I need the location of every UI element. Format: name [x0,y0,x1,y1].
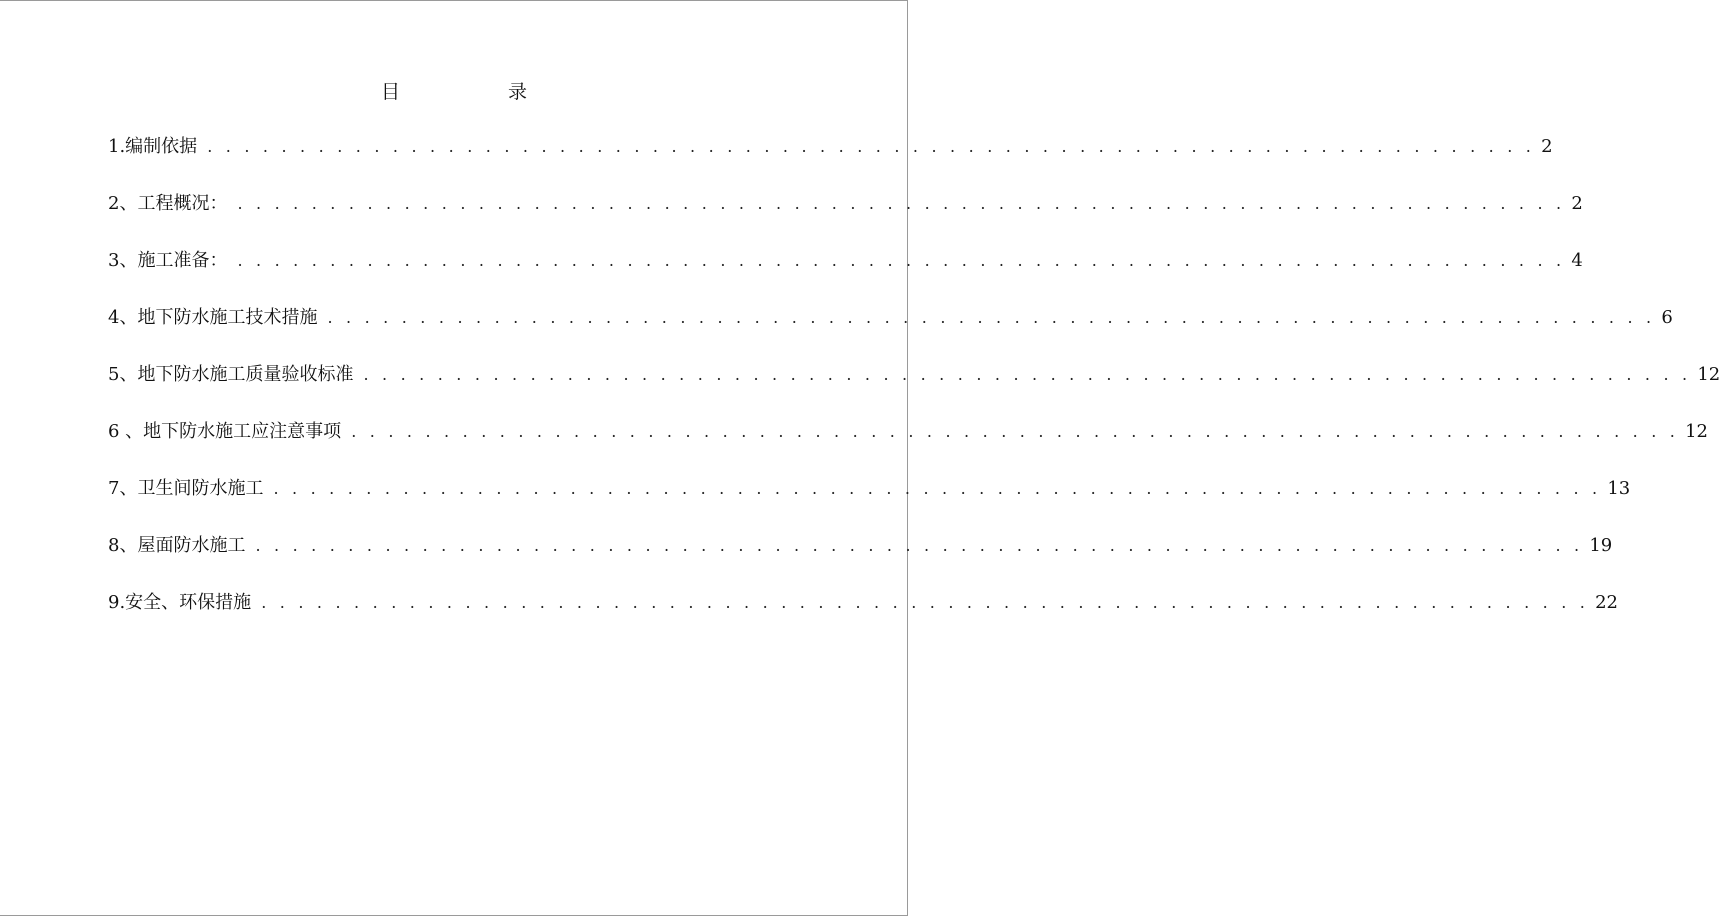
toc-title-char-2: 录 [508,81,528,103]
toc-entry-label: 6 、地下防水施工应注意事项 [108,421,342,442]
toc-entry[interactable] [108,303,1673,360]
toc-entry-leader: . . . . . . . . . . . . . . . . . . . . . . . . . . . . . . . . . . . . . . . . . . . . . . . . . . . . . . . . . . . . . . . . . . . . . . . . [237,251,1566,270]
toc-entry-page: 13 [1607,478,1631,499]
toc-entry-leader: . . . . . . . . . . . . . . . . . . . . . . . . . . . . . . . . . . . . . . . . . . . . . . . . . . . . . . . . . . . . . . . . . . . . . . . . [255,536,1584,555]
toc-entry[interactable] [108,189,1583,246]
toc-entry-leader: . . . . . . . . . . . . . . . . . . . . . . . . . . . . . . . . . . . . . . . . . . . . . . . . . . . . . . . . . . . . . . . . . . . . . . . . [273,479,1602,498]
toc-entry[interactable] [108,588,1618,645]
toc-entry-page: 12 [1697,364,1720,385]
toc-entry[interactable] [108,132,1553,189]
toc-entry-leader: . . . . . . . . . . . . . . . . . . . . . . . . . . . . . . . . . . . . . . . . . . . . . . . . . . . . . . . . . . . . . . . . . . . . . . . . [237,194,1566,213]
toc-entry-label: 7、卫生间防水施工 [108,478,264,499]
toc-entry-page: 2 [1541,136,1553,157]
table-of-contents [108,132,1720,645]
toc-entry-label: 8、屋面防水施工 [108,535,246,556]
toc-entry-leader: . . . . . . . . . . . . . . . . . . . . . . . . . . . . . . . . . . . . . . . . . . . . . . . . . . . . . . . . . . . . . . . . . . . . . . . . [207,137,1536,156]
toc-title-char-1: 目 [381,81,401,103]
toc-entry-page: 4 [1571,250,1583,271]
toc-title [0,77,907,103]
toc-entry-page: 19 [1589,535,1613,556]
toc-entry-label: 9.安全、环保措施 [108,592,252,613]
toc-entry[interactable] [108,531,1613,588]
toc-entry-leader: . . . . . . . . . . . . . . . . . . . . . . . . . . . . . . . . . . . . . . . . . . . . . . . . . . . . . . . . . . . . . . . . . . . . . . . . [363,365,1692,384]
toc-entry[interactable] [108,360,1720,417]
toc-entry-label: 4、地下防水施工技术措施 [108,307,318,328]
toc-entry-label: 2、工程概况： [108,193,228,214]
toc-entry[interactable] [108,246,1583,303]
toc-entry[interactable] [108,417,1708,474]
toc-entry-label: 3、施工准备： [108,250,228,271]
toc-entry-leader: . . . . . . . . . . . . . . . . . . . . . . . . . . . . . . . . . . . . . . . . . . . . . . . . . . . . . . . . . . . . . . . . . . . . . . . . [327,308,1656,327]
toc-entry-page: 22 [1595,592,1618,613]
toc-entry-page: 6 [1661,307,1673,328]
toc-entry-page: 12 [1685,421,1708,442]
toc-entry-label: 5、地下防水施工质量验收标准 [108,364,354,385]
toc-entry-leader: . . . . . . . . . . . . . . . . . . . . . . . . . . . . . . . . . . . . . . . . . . . . . . . . . . . . . . . . . . . . . . . . . . . . . . . . [261,593,1590,612]
toc-entry-page: 2 [1571,193,1583,214]
toc-entry-label: 1.编制依据 [108,136,198,157]
toc-entry-leader: . . . . . . . . . . . . . . . . . . . . . . . . . . . . . . . . . . . . . . . . . . . . . . . . . . . . . . . . . . . . . . . . . . . . . . . . [351,422,1680,441]
toc-entry[interactable] [108,474,1631,531]
